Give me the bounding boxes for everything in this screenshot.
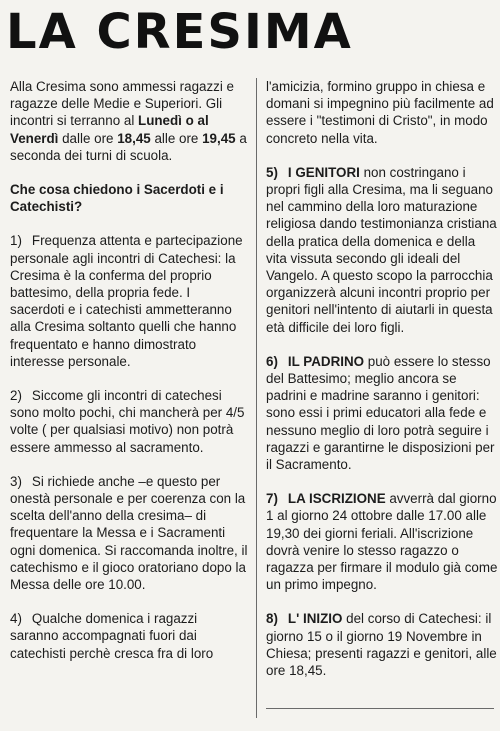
section-heading: IL PADRINO: [287, 353, 365, 369]
section-heading: I GENITORI: [287, 164, 360, 180]
item-text: Frequenza attenta e partecipazione personale agli incontri di Catechesi: la Cresima è la conferma del proprio battesimo, della propria fede. I sacerdoti e i catechisti ammetteranno alla Cresima soltanto quelli che hanno frequentato e hanno dimostrato interesse personale.: [10, 233, 243, 369]
section-iscrizione: [266, 490, 498, 593]
item-text: Si richiede anche –e questo per onestà personale e per coerenza con la scelta dell'anno della cresima– di frequentare la Messa e i Sacramenti ogni domenica. Si raccomanda inoltre, il catechismo e il gioco oratoriano dopo la Messa delle ore 10.00.: [10, 473, 248, 593]
section-genitori: [266, 164, 498, 336]
intro-paragraph: [10, 78, 248, 164]
item-text: Qualche domenica i ragazzi saranno accompagnati fuori dai catechisti perchè cresca fra di loro: [10, 611, 214, 661]
intro-text-pre: Alla Cresima sono ammessi ragazzi e ragazze delle Medie e Superiori. Gli incontri si terranno al: [10, 79, 234, 129]
section-number: 7): [266, 491, 278, 507]
list-item: [10, 610, 248, 662]
intro-time-end: 19,45: [202, 130, 236, 146]
item-number: 2): [10, 388, 22, 404]
item-number: 1): [10, 233, 22, 249]
section-heading: LA ISCRIZIONE: [287, 491, 386, 507]
intro-time-start: 18,45: [117, 130, 151, 146]
item-number: 4): [10, 611, 22, 627]
section-inizio: [266, 610, 498, 679]
list-item: [10, 232, 248, 370]
section-text: avverrà dal giorno 1 al giorno 24 ottobre dalle 17.00 alle 19,30 dei giorni feriali. All'iscrizione dovrà venire lo stesso ragazzo o ragazza per firmare il modulo già come un primo impegno.: [266, 491, 498, 593]
list-item: [10, 387, 248, 456]
section-number: 6): [266, 353, 278, 369]
intro-text-mid: dalle ore: [58, 130, 118, 146]
question-heading: Che cosa chiedono i Sacerdoti e i Catechisti?: [10, 182, 224, 215]
right-column: [266, 78, 498, 696]
column-divider: [256, 78, 257, 718]
item-number: 3): [10, 473, 22, 489]
intro-text-mid2: alle ore: [150, 130, 203, 146]
section-text: non costringano i propri figli alla Cresima, ma li seguano nel cammino della loro maturazione religiosa dando testimonianza cristiana della pratica della domenica e della vita vissuta secondo gli ideali del Vangelo. A questo scopo la parrocchia organizzerà alcuni incontri proprio per genitori nell'intento di aiutarli in questa età difficile dei loro figli.: [266, 164, 497, 335]
page-title: LA CRESIMA: [6, 4, 353, 60]
section-heading: L' INIZIO: [287, 611, 343, 627]
section-padrino: [266, 353, 498, 473]
intro-days: Lunedì o al Venerdì: [10, 113, 209, 146]
section-text: può essere lo stesso del Battesimo; meglio ancora se padrini e madrine saranno i genitori: sono essi i primi educatori alla fede e nessuno meglio di loro potrà seguire i ragazzi e garantirne le disposizioni per il Sacramento.: [266, 353, 495, 473]
intro-text-post: a seconda dei turni di scuola.: [10, 130, 247, 163]
left-column: [10, 78, 248, 679]
list-item: [10, 473, 248, 593]
section-text: del corso di Catechesi: il giorno 15 o il giorno 19 Novembre in Chiesa; presenti ragazzi e genitori, alle ore 18,45.: [266, 611, 497, 679]
section-number: 8): [266, 611, 278, 627]
continuation-paragraph: l'amicizia, formino gruppo in chiesa e domani si impegnino più facilmente ad essere i "testimoni di Cristo", in modo concreto nella vita.: [266, 79, 494, 146]
bottom-divider: [266, 708, 494, 709]
item-text: Siccome gli incontri di catechesi sono molto pochi, chi mancherà per 4/5 volte ( per qualsiasi motivo) non potrà essere ammesso al sacramento.: [10, 388, 245, 455]
section-number: 5): [266, 164, 278, 180]
